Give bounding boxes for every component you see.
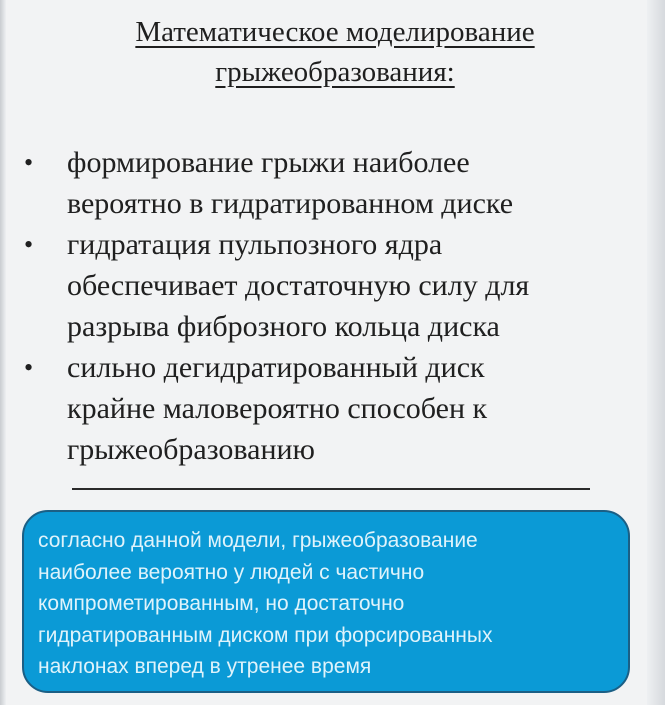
divider-line [72,488,590,490]
callout-box [22,510,630,693]
bullet-item [22,224,632,347]
title-line: грыжеобразования: [215,56,455,88]
callout-text-line: компрометированным, но достаточно [38,592,405,615]
slide-right-edge [647,0,665,705]
bullet-marker: • [24,353,34,382]
title-line: Математическое моделирование [135,16,535,48]
bullet-item [22,347,632,470]
bullet-marker: • [24,148,34,177]
callout-text-line: наиболее вероятно у людей с частично [38,560,425,584]
bullet-text-line: формирование грыжи наиболее [67,146,470,179]
slide-left-edge [0,0,6,705]
slide-title [40,12,630,92]
bullet-text-line: сильно дегидратированный диск [67,351,485,384]
bullet-text-line: обеспечивает достаточную силу для [67,269,530,302]
bullet-item [22,142,632,224]
bullet-text-line: гидратация пульпозного ядра [67,228,443,261]
callout-text-line: согласно данной модели, грыжеобразование [38,529,478,552]
bullet-text-line: крайне маловероятно способен к [67,392,488,425]
bullet-list [22,142,632,470]
callout-text-line: гидратированным диском при форсированных [38,623,493,647]
bullet-text-line: грыжеобразованию [67,433,315,466]
bullet-text-line: вероятно в гидратированном диске [67,187,514,220]
bullet-text-line: разрыва фиброзного кольца диска [67,310,500,343]
callout-text-line: наклонах вперед в утренее время [38,655,372,678]
bullet-marker: • [24,230,34,259]
